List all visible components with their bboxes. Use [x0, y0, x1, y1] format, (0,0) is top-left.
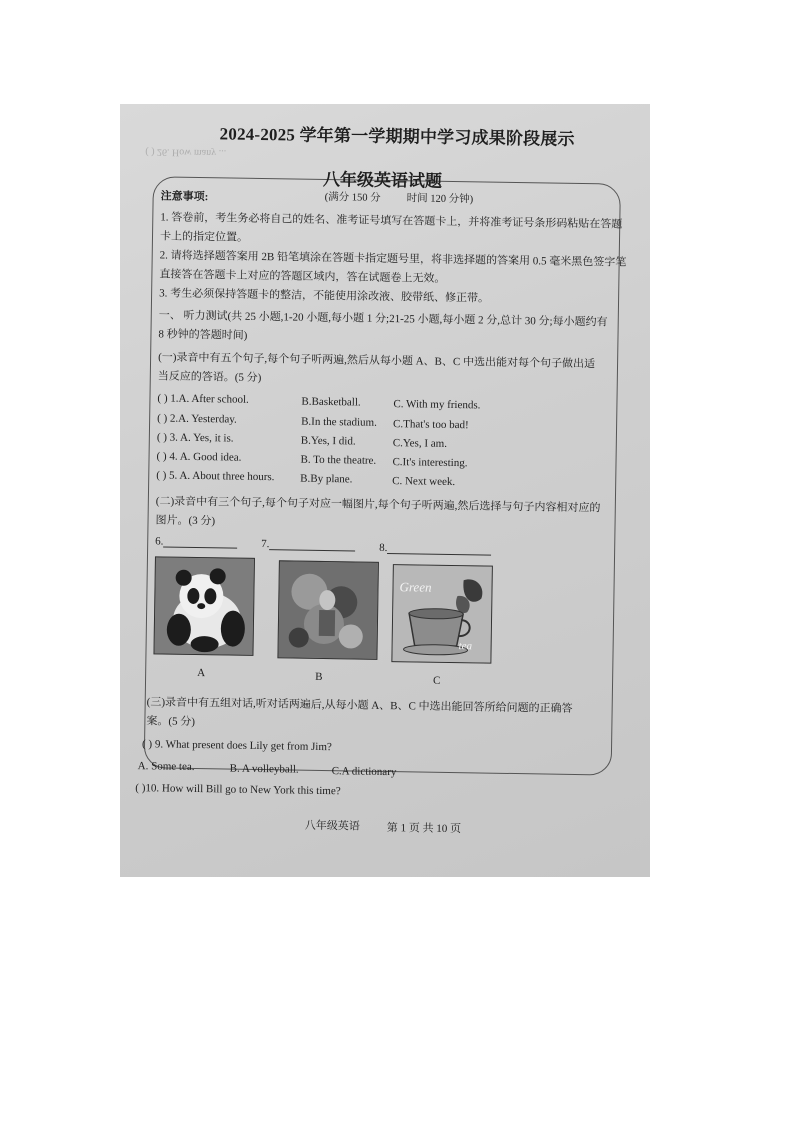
- exam-photo: [120, 104, 650, 877]
- part-a-instructions: 当反应的答语。(5 分): [157, 370, 262, 385]
- bleed-through-text: ( ) 26. How many ...: [145, 146, 227, 159]
- question-5: ( ) 5. A. About three hours.: [156, 469, 275, 484]
- question-1-option-c: C. With my friends.: [393, 398, 481, 412]
- question-9-option-c: C.A dictionary: [331, 765, 397, 779]
- part-c-instructions: 案。(5 分): [146, 715, 196, 729]
- exam-sheet: [124, 110, 641, 877]
- question-3-option-b: B.Yes, I did.: [300, 434, 356, 448]
- part-c-instructions: (三)录音中有五组对话,听对话两遍后,从每小题 A、B、C 中选出能回答所给问题的正确答: [146, 696, 573, 715]
- exam-title: 2024-2025 学年第一学期期中学习成果阶段展示: [219, 124, 575, 149]
- picture-label-a: A: [197, 667, 206, 680]
- question-1: ( ) 1.A. After school.: [157, 392, 249, 406]
- question-2-option-c: C.That's too bad!: [393, 418, 469, 432]
- painting-icon: [278, 561, 377, 659]
- footer-subject: 八年级英语: [304, 819, 360, 833]
- section-intro: 一、 听力测试(共 25 小题,1-20 小题,每小题 1 分;21-25 小题,每小题 2 分,总计 30 分;每小题约有: [158, 309, 608, 329]
- tea-label: Green: [399, 579, 432, 595]
- panda-icon: [154, 557, 253, 655]
- exam-time: 时间 120 分钟): [406, 193, 474, 206]
- question-10: ( )10. How will Bill go to New York this time?: [135, 782, 341, 798]
- question-3-option-c: C.Yes, I am.: [392, 437, 448, 450]
- question-9-option-a: A. Some tea.: [137, 760, 195, 773]
- note-line: 直接答在答题卡上对应的答题区域内，答在试题卷上无效。: [159, 268, 446, 285]
- note-line: 卡上的指定位置。: [159, 230, 249, 244]
- question-2: ( ) 2.A. Yesterday.: [157, 412, 237, 426]
- question-5-option-c: C. Next week.: [392, 475, 456, 489]
- note-line: 3. 考生必须保持答题卡的整洁，不能使用涂改液、胶带纸、修正带。: [159, 287, 490, 305]
- tea-label: tea: [458, 640, 473, 653]
- section-intro: 8 秒钟的答题时间): [158, 328, 248, 342]
- answer-blank-7: 7.: [261, 537, 355, 551]
- footer-page: 第 1 页 共 10 页: [386, 822, 462, 836]
- collage-picture: [277, 560, 379, 660]
- notes-heading: 注意事项:: [160, 190, 209, 204]
- question-3: ( ) 3. A. Yes, it is.: [156, 431, 234, 445]
- picture-label-c: C: [432, 674, 441, 687]
- question-4-option-b: B. To the theatre.: [300, 453, 377, 467]
- question-5-option-b: B.By plane.: [300, 472, 353, 486]
- part-b-instructions: 图片。(3 分): [155, 514, 216, 528]
- question-1-option-b: B.Basketball.: [301, 395, 361, 409]
- note-line: 2. 请将选择题答案用 2B 铅笔填涂在答题卡指定题号里，将非选择题的答案用 0.5 毫米黑色签字笔: [159, 249, 627, 269]
- question-4-option-c: C.It's interesting.: [392, 456, 468, 470]
- question-9-option-b: B. A volleyball.: [229, 762, 299, 776]
- part-b-instructions: (二)录音中有三个句子,每个句子对应一幅图片,每个句子听两遍,然后选择与句子内容相对应的: [155, 495, 601, 515]
- picture-label-b: B: [315, 670, 323, 683]
- panda-picture: [153, 556, 255, 656]
- answer-blank-6: 6.: [155, 534, 237, 548]
- note-line: 1. 答卷前，考生务必将自己的姓名、准考证号填写在答题卡上，并将准考证号条形码粘贴在答题: [160, 211, 623, 231]
- part-a-instructions: (一)录音中有五个句子,每个句子听两遍,然后从每小题 A、B、C 中选出能对每个句子做出适: [158, 351, 596, 371]
- question-4: ( ) 4. A. Good idea.: [156, 450, 242, 464]
- full-score: (满分 150 分: [324, 191, 381, 204]
- green-tea-picture: [391, 564, 493, 664]
- exam-subtitle: 八年级英语试题: [322, 169, 443, 191]
- question-9: ( ) 9. What present does Lily get from Jim?: [141, 738, 332, 754]
- question-2-option-b: B.In the stadium.: [301, 415, 377, 429]
- answer-blank-8: 8.: [379, 541, 491, 556]
